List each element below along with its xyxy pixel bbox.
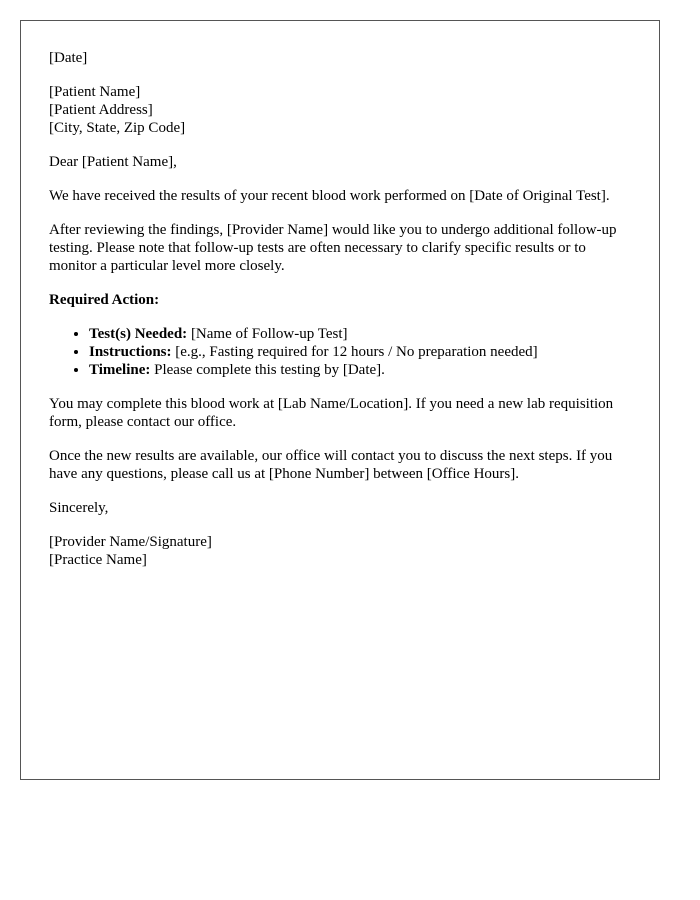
recipient-name: [Patient Name] [49,84,141,100]
paragraph-lab-location: You may complete this blood work at [Lab Name/Location]. If you need a new lab requisition form, please contact our office. [49,396,614,430]
action-item-timeline [89,361,631,379]
action-item-tests-needed [89,325,631,343]
required-action-list [49,325,631,379]
action-item-instructions [89,343,631,361]
recipient-block [49,83,631,137]
action-value: [Name of Follow-up Test] [187,326,348,342]
recipient-city-line: [City, State, Zip Code] [49,120,186,136]
signature-practice: [Practice Name] [49,552,147,568]
salutation: Dear [Patient Name], [49,154,177,170]
required-action-heading: Required Action: [49,292,160,308]
letter-date: [Date] [49,50,88,66]
action-value: Please complete this testing by [Date]. [150,362,385,378]
signature-block [49,533,631,569]
action-value: [e.g., Fasting required for 12 hours / No preparation needed] [171,344,538,360]
paragraph-results-received: We have received the results of your recent blood work performed on [Date of Original Test]. [49,188,610,204]
action-label: Instructions: [89,344,172,360]
recipient-address: [Patient Address] [49,102,153,118]
action-label: Timeline: [89,362,151,378]
closing: Sincerely, [49,500,109,516]
letter-page [20,20,660,780]
action-label: Test(s) Needed: [89,326,188,342]
paragraph-contact-info: Once the new results are available, our office will contact you to discuss the next steps. If you have any questions, please call us at [Phone Number] between [Office Hours]. [49,448,613,482]
signature-provider: [Provider Name/Signature] [49,534,212,550]
paragraph-follow-up-request: After reviewing the findings, [Provider Name] would like you to undergo additional follow-up testing. Please note that follow-up tests are often necessary to clarify specific results or to monitor a particular level more closely. [49,222,617,274]
